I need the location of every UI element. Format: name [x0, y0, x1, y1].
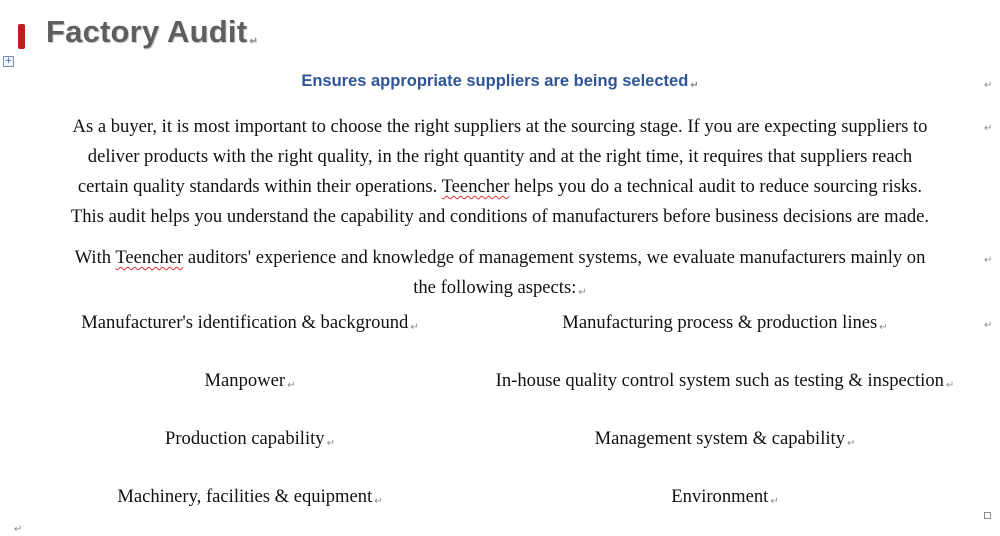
- aspect-text: Manpower: [204, 370, 286, 391]
- paragraph-mark: ↵: [690, 80, 699, 91]
- intro-line-1: As a buyer, it is most important to choose the right suppliers at the sourcing stage. If you are expecting suppliers to: [72, 116, 928, 137]
- intro-line-4: This audit helps you understand the capability and conditions of manufacturers before business decisions are made.: [70, 206, 930, 227]
- cell-end-mark: ↵: [984, 80, 993, 91]
- row-end-mark: ↵: [984, 320, 993, 331]
- title-accent-bar: [18, 24, 25, 49]
- aspect-text: Management system & capability: [594, 428, 846, 449]
- paragraph-mark: ↵: [578, 287, 587, 298]
- paragraph-mark: ↵: [374, 496, 383, 507]
- aspect-right-1: [470, 311, 980, 338]
- company-name-spellcheck: Teencher: [441, 176, 510, 197]
- aspect-text: Manufacturing process & production lines: [562, 312, 878, 333]
- intro-paragraph: [12, 112, 988, 232]
- paragraph-mark: ↵: [847, 438, 856, 449]
- aspects-intro-prefix: With: [74, 247, 112, 268]
- cell-end-mark: ↵: [984, 255, 993, 266]
- subtitle: [0, 72, 1000, 91]
- paragraph-mark: ↵: [326, 438, 335, 449]
- aspect-right-3: [470, 427, 980, 454]
- aspect-text: Production capability: [165, 428, 325, 449]
- aspect-text: In-house quality control system such as testing & inspection: [495, 370, 944, 391]
- aspect-left-2: [0, 369, 500, 396]
- subtitle-text: Ensures appropriate suppliers are being selected: [301, 72, 689, 90]
- aspects-intro-rest: auditors' experience and knowledge of management systems, we evaluate manufacturers mainly on: [187, 247, 926, 268]
- aspect-right-4: [470, 485, 980, 512]
- aspects-intro-paragraph: [12, 243, 988, 306]
- page-title-text: Factory Audit: [46, 14, 248, 49]
- paragraph-mark: ↵: [770, 496, 779, 507]
- aspect-text: Environment: [671, 486, 769, 507]
- intro-line-3: certain quality standards within their operations.: [77, 176, 438, 197]
- paragraph-mark: ↵: [249, 36, 258, 47]
- aspect-right-2: [470, 369, 980, 396]
- aspect-left-1: [0, 311, 500, 338]
- aspect-text: Machinery, facilities & equipment: [117, 486, 373, 507]
- table-resize-handle-icon[interactable]: [984, 512, 991, 519]
- aspects-intro-line-2: the following aspects:: [413, 277, 577, 298]
- cell-end-mark: ↵: [984, 123, 993, 134]
- aspect-left-3: [0, 427, 500, 454]
- table-move-handle-icon[interactable]: +: [4, 56, 13, 66]
- paragraph-mark: ↵: [410, 322, 419, 333]
- paragraph-mark: ↵: [879, 322, 888, 333]
- document-end-mark: ↵: [14, 524, 23, 535]
- aspect-text: Manufacturer's identification & background: [81, 312, 409, 333]
- aspect-left-4: [0, 485, 500, 512]
- page-title: [46, 14, 258, 50]
- company-name-spellcheck: Teencher: [115, 247, 184, 268]
- paragraph-mark: ↵: [945, 380, 955, 391]
- intro-line-3-cont: helps you do a technical audit to reduce sourcing risks.: [514, 176, 923, 197]
- intro-line-2: deliver products with the right quality, in the right quantity and at the right time, it requires that suppliers reach: [87, 146, 913, 167]
- paragraph-mark: ↵: [287, 380, 296, 391]
